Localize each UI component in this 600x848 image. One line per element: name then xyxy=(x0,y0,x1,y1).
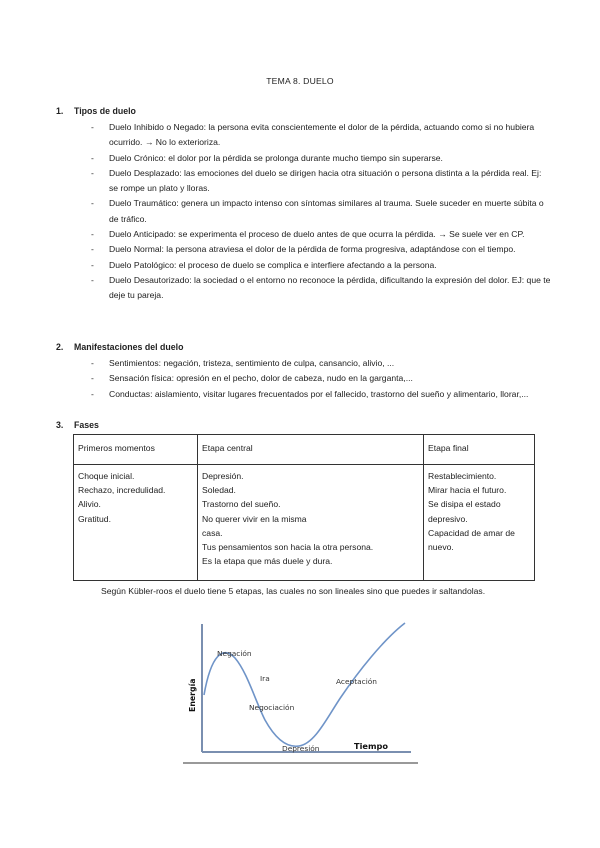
cell-line: Se disipa el estado xyxy=(428,499,501,510)
cell-line: nuevo. xyxy=(428,542,454,553)
table-cell-primeros xyxy=(74,465,198,581)
list-item-text: Duelo Anticipado: se experimenta el proceso de duelo antes de que ocurra la pérdida. → Se suele ver en CP. xyxy=(109,229,525,240)
list-item xyxy=(91,151,551,166)
y-axis-label: Energía xyxy=(188,678,197,712)
cell-line: Restablecimiento. xyxy=(428,471,497,481)
dash-bullet: - xyxy=(91,358,94,368)
stage-label-negacion: Negación xyxy=(217,649,252,658)
kubler-ross-paragraph: Según Kübler-roos el duelo tiene 5 etapas, las cuales no son lineales sino que puedes ir saltandolas. xyxy=(101,586,486,596)
section-heading-manifestaciones xyxy=(56,342,184,352)
list-item xyxy=(91,258,551,273)
list-item xyxy=(91,273,551,304)
dash-bullet: - xyxy=(91,373,94,384)
section-title: Manifestaciones del duelo xyxy=(74,342,184,352)
cell-line: Depresión. xyxy=(202,471,244,481)
tipos-list xyxy=(91,120,551,304)
stage-label-ira: Ira xyxy=(260,674,270,683)
dash-bullet: - xyxy=(91,388,94,399)
cell-line: Trastorno del sueño. xyxy=(202,499,281,510)
dash-bullet: - xyxy=(91,259,94,270)
list-item-text: Duelo Normal: la persona atraviesa el dolor de la pérdida de forma progresiva, adaptándose con el tiempo. xyxy=(109,244,516,255)
table-header-cell: Primeros momentos xyxy=(74,435,198,465)
cell-line: Rechazo, incredulidad. xyxy=(78,485,166,496)
table-cell-central xyxy=(198,465,424,581)
list-item xyxy=(91,242,551,257)
list-item xyxy=(91,356,551,371)
dash-bullet: - xyxy=(91,244,94,255)
list-item xyxy=(91,120,551,151)
table-header-row xyxy=(74,435,535,465)
dash-bullet: - xyxy=(91,167,94,178)
list-item-text: Sensación física: opresión en el pecho, dolor de cabeza, nudo en la garganta,... xyxy=(109,373,413,384)
dash-bullet: - xyxy=(91,152,94,163)
cell-line: Tus pensamientos son hacia la otra persona. xyxy=(202,542,374,553)
section-title: Tipos de duelo xyxy=(74,106,136,116)
cell-line: depresivo. xyxy=(428,513,468,524)
cell-line: Alivio. xyxy=(78,499,101,510)
section-heading-tipos xyxy=(56,106,136,116)
x-axis-label: Tiempo xyxy=(354,741,388,751)
list-item-text: Duelo Desplazado: las emociones del duelo se dirigen hacia otra situación o persona distinta a la pérdida real. Ej: se rompe un plato y lloras. xyxy=(109,167,542,194)
kubler-ross-chart xyxy=(183,620,418,765)
stage-label-negociacion: Negociación xyxy=(249,703,295,712)
list-item xyxy=(91,387,551,402)
cell-line: No querer vivir en la misma xyxy=(202,513,307,524)
stage-label-depresion: Depresión xyxy=(282,744,320,753)
dash-bullet: - xyxy=(91,198,94,209)
list-item-text: Duelo Desautorizado: la sociedad o el entorno no reconoce la pérdida, dificultando la expresión del dolor. EJ: que te deje tu pareja. xyxy=(109,274,551,301)
list-item-text: Duelo Inhibido o Negado: la persona evita conscientemente el dolor de la pérdida, actuando como si no hubiera ocurrido. → No lo exterioriza. xyxy=(109,122,535,148)
list-item xyxy=(91,371,551,386)
section-number: 3. xyxy=(56,420,64,430)
fases-table xyxy=(73,434,535,581)
table-cell-final xyxy=(424,465,535,581)
cell-line: Choque inicial. xyxy=(78,471,135,481)
section-title: Fases xyxy=(74,420,99,430)
cell-line: Mirar hacia el futuro. xyxy=(428,485,507,496)
cell-line: Gratitud. xyxy=(78,513,111,524)
list-item-text: Duelo Patológico: el proceso de duelo se complica e interfiere afectando a la persona. xyxy=(109,259,437,270)
list-item-text: Duelo Traumático: genera un impacto intenso con síntomas similares al trauma. Suele suceder en muerte súbita o de tráfico. xyxy=(109,198,544,224)
list-item-text: Conductas: aislamiento, visitar lugares frecuentados por el fallecido, trastorno del sueño y alimentario, llorar,... xyxy=(109,388,529,399)
dash-bullet: - xyxy=(91,274,94,285)
cell-line: casa. xyxy=(202,527,223,538)
stage-label-aceptacion: Aceptación xyxy=(336,677,377,686)
table-header-cell: Etapa final xyxy=(424,435,535,465)
manifestaciones-list xyxy=(91,356,551,402)
table-header-cell: Etapa central xyxy=(198,435,424,465)
cell-line: Soledad. xyxy=(202,485,236,496)
table-row xyxy=(74,465,535,581)
list-item xyxy=(91,166,551,197)
list-item-text: Duelo Crónico: el dolor por la pérdida se prolonga durante mucho tiempo sin superarse. xyxy=(109,152,443,163)
section-heading-fases xyxy=(56,420,99,430)
list-item-text: Sentimientos: negación, tristeza, sentimiento de culpa, cansancio, alivio, ... xyxy=(109,358,395,368)
cell-line: Es la etapa que más duele y dura. xyxy=(202,556,333,567)
cell-line: Capacidad de amar de xyxy=(428,527,515,538)
section-number: 2. xyxy=(56,342,64,352)
dash-bullet: - xyxy=(91,229,94,240)
list-item xyxy=(91,227,551,242)
dash-bullet: - xyxy=(91,122,94,132)
page-title: TEMA 8. DUELO xyxy=(266,76,334,86)
section-number: 1. xyxy=(56,106,64,116)
list-item xyxy=(91,196,551,227)
